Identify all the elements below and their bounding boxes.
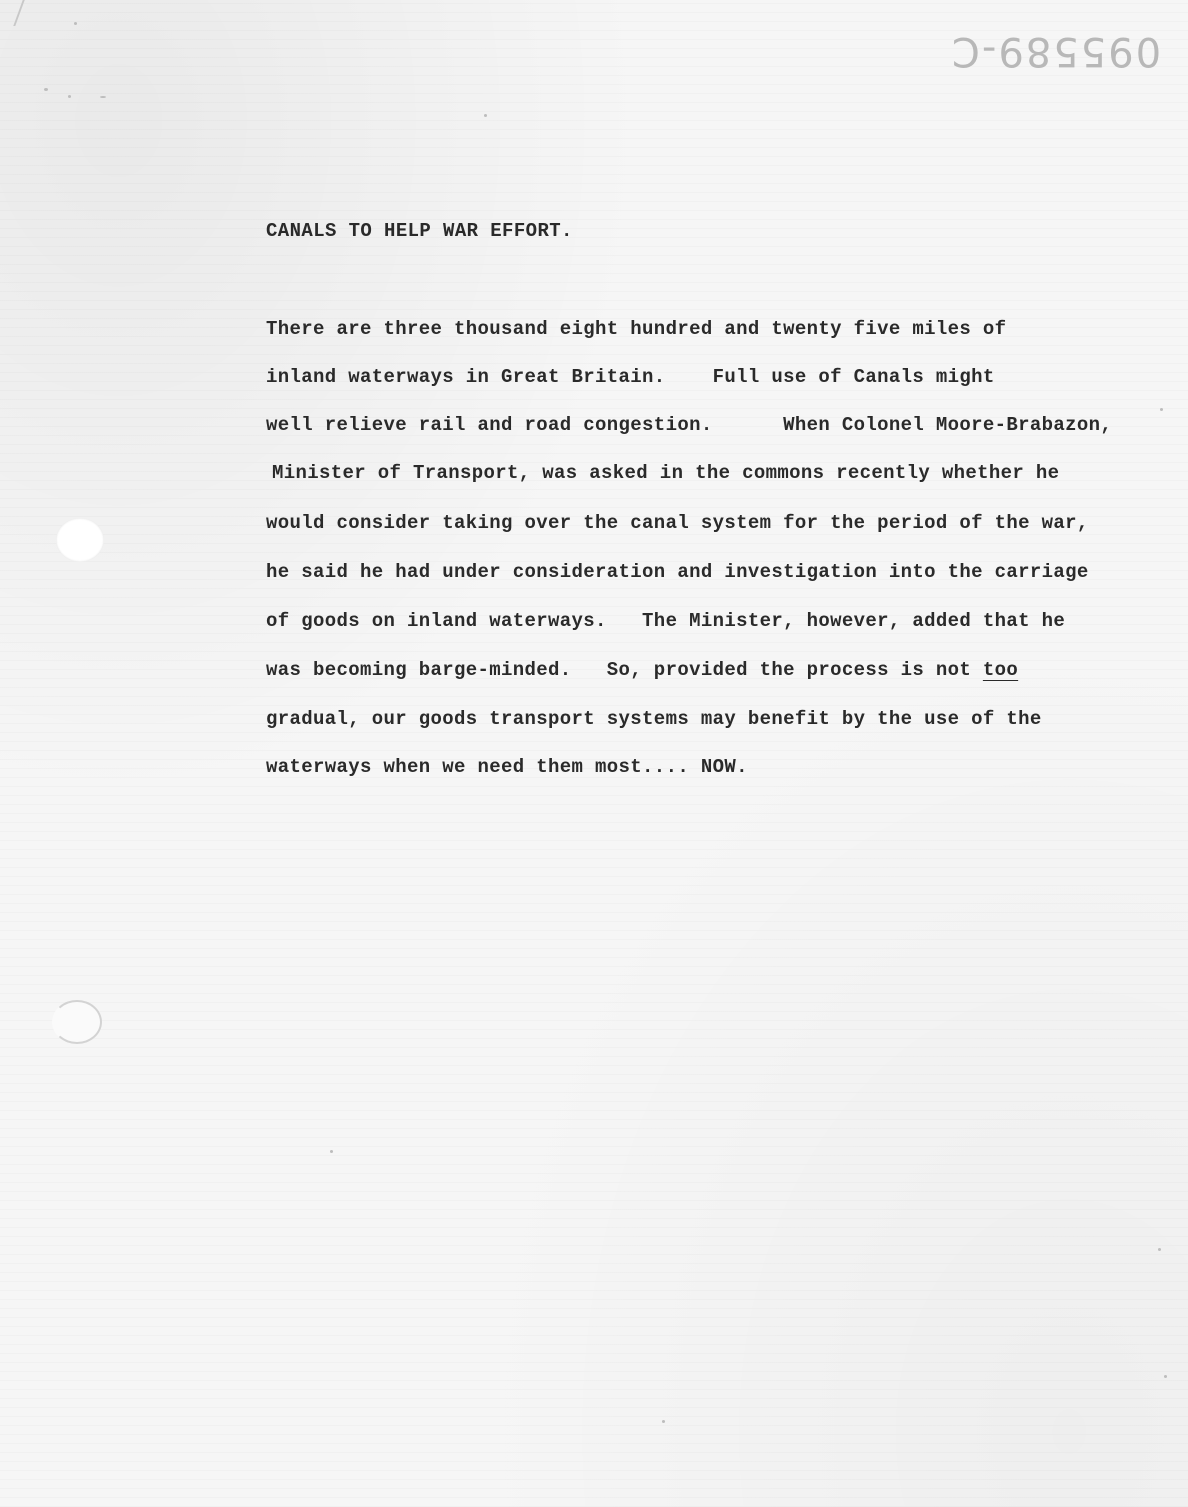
speck — [44, 88, 48, 91]
body-line: Minister of Transport, was asked in the commons recently whether he — [272, 462, 1060, 484]
document-number-stamp: 095589-C — [950, 28, 1162, 74]
speck — [1158, 1248, 1161, 1251]
document-title: CANALS TO HELP WAR EFFORT. — [266, 220, 573, 242]
corner-pencil-mark — [13, 0, 54, 26]
body-line: would consider taking over the canal system for the period of the war, — [266, 512, 1089, 534]
body-line: of goods on inland waterways. The Minister, however, added that he — [266, 610, 1066, 632]
speck — [100, 96, 106, 98]
speck — [662, 1420, 665, 1423]
body-line — [266, 659, 1018, 681]
punch-hole — [56, 518, 104, 562]
body-line: well relieve rail and road congestion. When Colonel Moore-Brabazon, — [266, 414, 1113, 436]
speck — [1160, 408, 1163, 411]
speck — [330, 1150, 333, 1153]
speck — [484, 114, 487, 117]
body-line: gradual, our goods transport systems may benefit by the use of the — [266, 708, 1042, 730]
body-line: inland waterways in Great Britain. Full use of Canals might — [266, 366, 995, 388]
speck — [1164, 1375, 1167, 1378]
punch-hole — [52, 1000, 102, 1044]
body-line-text: was becoming barge-minded. So, provided the process is not — [266, 659, 983, 681]
speck — [74, 22, 77, 25]
speck — [68, 95, 71, 98]
body-line: he said he had under consideration and investigation into the carriage — [266, 561, 1089, 583]
underlined-word: too — [982, 659, 1019, 681]
body-line: waterways when we need them most.... NOW. — [266, 756, 748, 778]
body-line: There are three thousand eight hundred and twenty five miles of — [266, 318, 1007, 340]
